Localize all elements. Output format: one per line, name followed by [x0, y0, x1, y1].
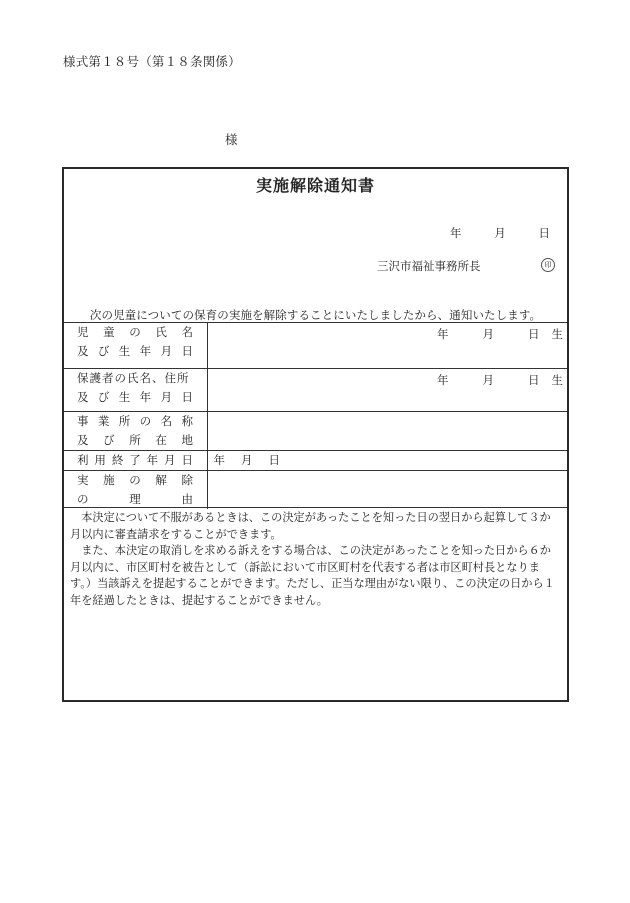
row-value[interactable] — [207, 323, 567, 369]
row-label-line: 保護者の氏名、住所 — [77, 371, 190, 385]
issue-date-year: 年 — [450, 226, 462, 240]
row-label — [64, 412, 207, 451]
appeal-notice-paragraph: 本決定について不服があるときは、この決定があったことを知った日の翌日から起算して３か月以内に審査請求をすることができます。 — [70, 511, 551, 541]
form-number: 様式第１８号（第１８条関係） — [63, 54, 241, 69]
end-date-field: 年 月 日 — [213, 453, 280, 467]
row-label — [64, 323, 207, 369]
row-value[interactable] — [207, 471, 567, 510]
row-value[interactable] — [207, 412, 567, 451]
row-label — [64, 451, 207, 471]
appeal-notice — [64, 507, 567, 609]
row-label-line: 及 び 所 在 地 — [77, 433, 193, 447]
row-value[interactable] — [207, 451, 567, 471]
details-table — [64, 322, 567, 509]
addressee-suffix: 様 — [225, 132, 238, 147]
appeal-notice-paragraph: また、本決定の取消しを求める訴えをする場合は、この決定があったことを知った日から６か月以内に、市区町村を被告として（訴訟において市区町村を代表する者は市区町村長となります。）当該訴えを提起することができます。ただし、正当な理由がない限り、この決定の日から１年を経過したときは、提起することができません。 — [70, 544, 555, 607]
notice-form-frame — [62, 167, 569, 702]
issue-date — [450, 225, 550, 241]
reason-row — [64, 471, 567, 510]
row-label-line: 利 用 終 了 年 月 日 — [77, 453, 193, 467]
document-title: 実施解除通知書 — [255, 176, 375, 195]
child-name-row — [64, 323, 567, 369]
birthdate-field: 年 月 日 生 — [437, 373, 563, 387]
row-label — [64, 471, 207, 510]
end-date-row — [64, 451, 567, 471]
intro-text: 次の児童についての保育の実施を解除することにいたしましたから、通知いたします。 — [89, 308, 542, 322]
row-label-line: 児 童 の 氏 名 — [77, 325, 193, 339]
guardian-row — [64, 369, 567, 412]
row-label-line: 及 び 生 年 月 日 — [77, 390, 193, 404]
row-label — [64, 369, 207, 412]
row-label-line: の 理 由 — [77, 492, 193, 506]
seal-icon: 印 — [541, 258, 555, 272]
birthdate-field: 年 月 日 生 — [437, 327, 563, 341]
row-label-line: 事 業 所 の 名 称 — [77, 414, 193, 428]
row-value[interactable] — [207, 369, 567, 412]
row-label-line: 及 び 生 年 月 日 — [77, 344, 193, 358]
issue-date-month: 月 — [494, 226, 506, 240]
issuer-name: 三沢市福祉事務所長 — [377, 259, 481, 273]
facility-row — [64, 412, 567, 451]
issue-date-day: 日 — [538, 226, 550, 240]
row-label-line: 実 施 の 解 除 — [77, 473, 193, 487]
